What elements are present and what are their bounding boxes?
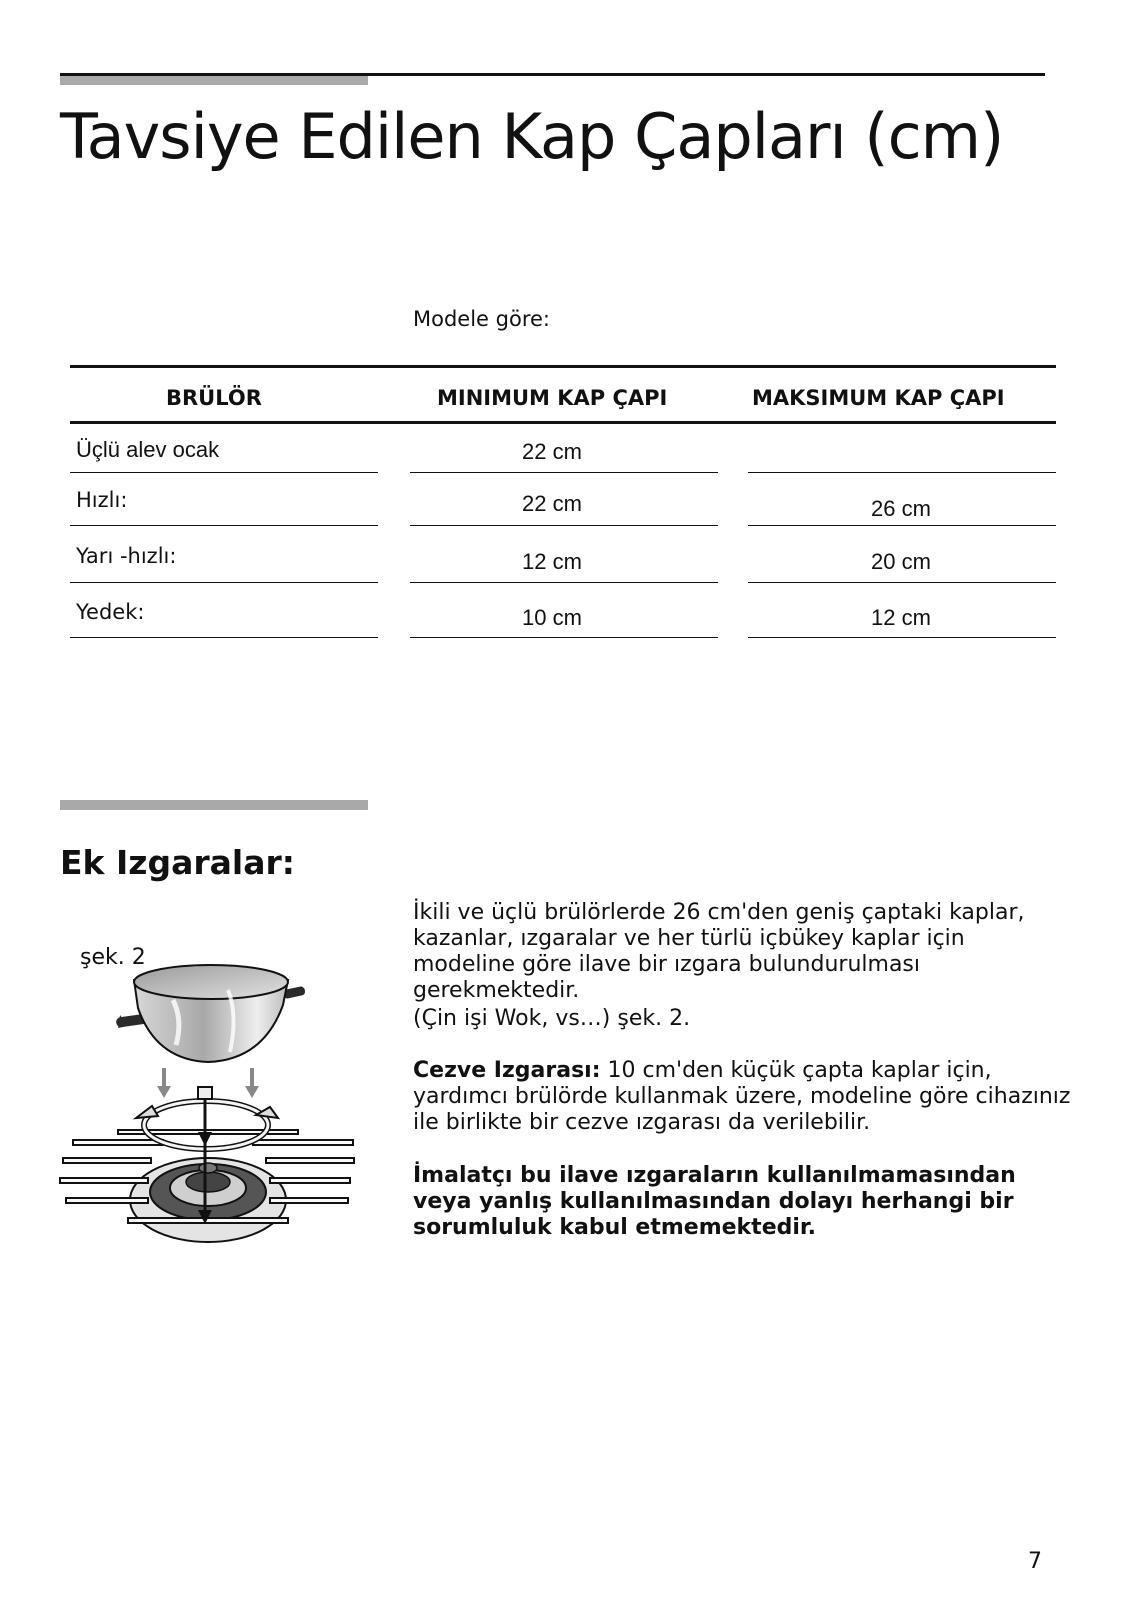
- table-cell-burner: Üçlü alev ocak: [76, 437, 220, 462]
- table-top-rule: [70, 365, 1056, 368]
- row-rule: [410, 525, 718, 526]
- paragraph-cezve-grate: [413, 1058, 1073, 1136]
- cezve-grate-text: 10 cm'den küçük çapta kaplar için, yardımcı brülörde kullanmak üzere, modeline göre cihazınız ile birlikte bir cezve ızgarası da verilebilir.: [413, 1058, 1071, 1135]
- wok-grate-illustration: [58, 960, 358, 1250]
- row-rule: [410, 472, 718, 473]
- header-rule: [60, 73, 1045, 76]
- paragraph-figure-reference: (Çin işi Wok, vs…) şek. 2.: [413, 1006, 691, 1031]
- table-cell-min: 12 cm: [522, 549, 582, 574]
- table-cell-burner: Yarı -hızlı:: [76, 544, 177, 568]
- figure-label: şek. 2: [80, 945, 146, 970]
- paragraph-extra-grates: İkili ve üçlü brülörlerde 26 cm'den geniş çaptaki kaplar, kazanlar, ızgaralar ve her türlü içbükey kaplar için modeline göre ilave bir ızgara bulundurulması gerekmektedir.: [413, 900, 1025, 1003]
- header-max-diameter: MAKSIMUM KAP ÇAPI: [752, 386, 1005, 410]
- row-rule: [410, 582, 718, 583]
- table-cell-max: 26 cm: [871, 496, 931, 521]
- table-header-rule: [70, 421, 1056, 424]
- header-burner: BRÜLÖR: [166, 386, 262, 410]
- table-cell-min: 22 cm: [522, 439, 582, 464]
- page-number: 7: [1028, 1549, 1042, 1574]
- row-rule: [70, 472, 378, 473]
- row-rule: [410, 637, 718, 638]
- table-cell-burner: Yedek:: [76, 600, 145, 624]
- row-rule: [748, 525, 1056, 526]
- row-rule: [70, 525, 378, 526]
- row-rule: [748, 472, 1056, 473]
- table-cell-max: 12 cm: [871, 605, 931, 630]
- row-rule: [748, 637, 1056, 638]
- header-min-diameter: MINIMUM KAP ÇAPI: [437, 386, 668, 410]
- table-cell-min: 10 cm: [522, 605, 582, 630]
- header-accent-bar: [60, 76, 368, 85]
- section-title: Ek Izgaralar:: [60, 843, 295, 882]
- table-cell-min: 22 cm: [522, 491, 582, 516]
- page-title: Tavsiye Edilen Kap Çapları (cm): [60, 100, 1004, 173]
- cezve-grate-label: Cezve Izgarası:: [413, 1058, 601, 1083]
- row-rule: [70, 582, 378, 583]
- table-cell-burner: Hızlı:: [76, 488, 128, 512]
- table-cell-max: 20 cm: [871, 549, 931, 574]
- row-rule: [70, 637, 378, 638]
- model-note: Modele göre:: [413, 307, 550, 331]
- section-accent-bar: [60, 800, 368, 810]
- row-rule: [748, 582, 1056, 583]
- paragraph-liability-disclaimer: İmalatçı bu ilave ızgaraların kullanılmamasından veya yanlış kullanılmasından dolayı herhangi bir sorumluluk kabul etmemektedir.: [413, 1163, 1016, 1240]
